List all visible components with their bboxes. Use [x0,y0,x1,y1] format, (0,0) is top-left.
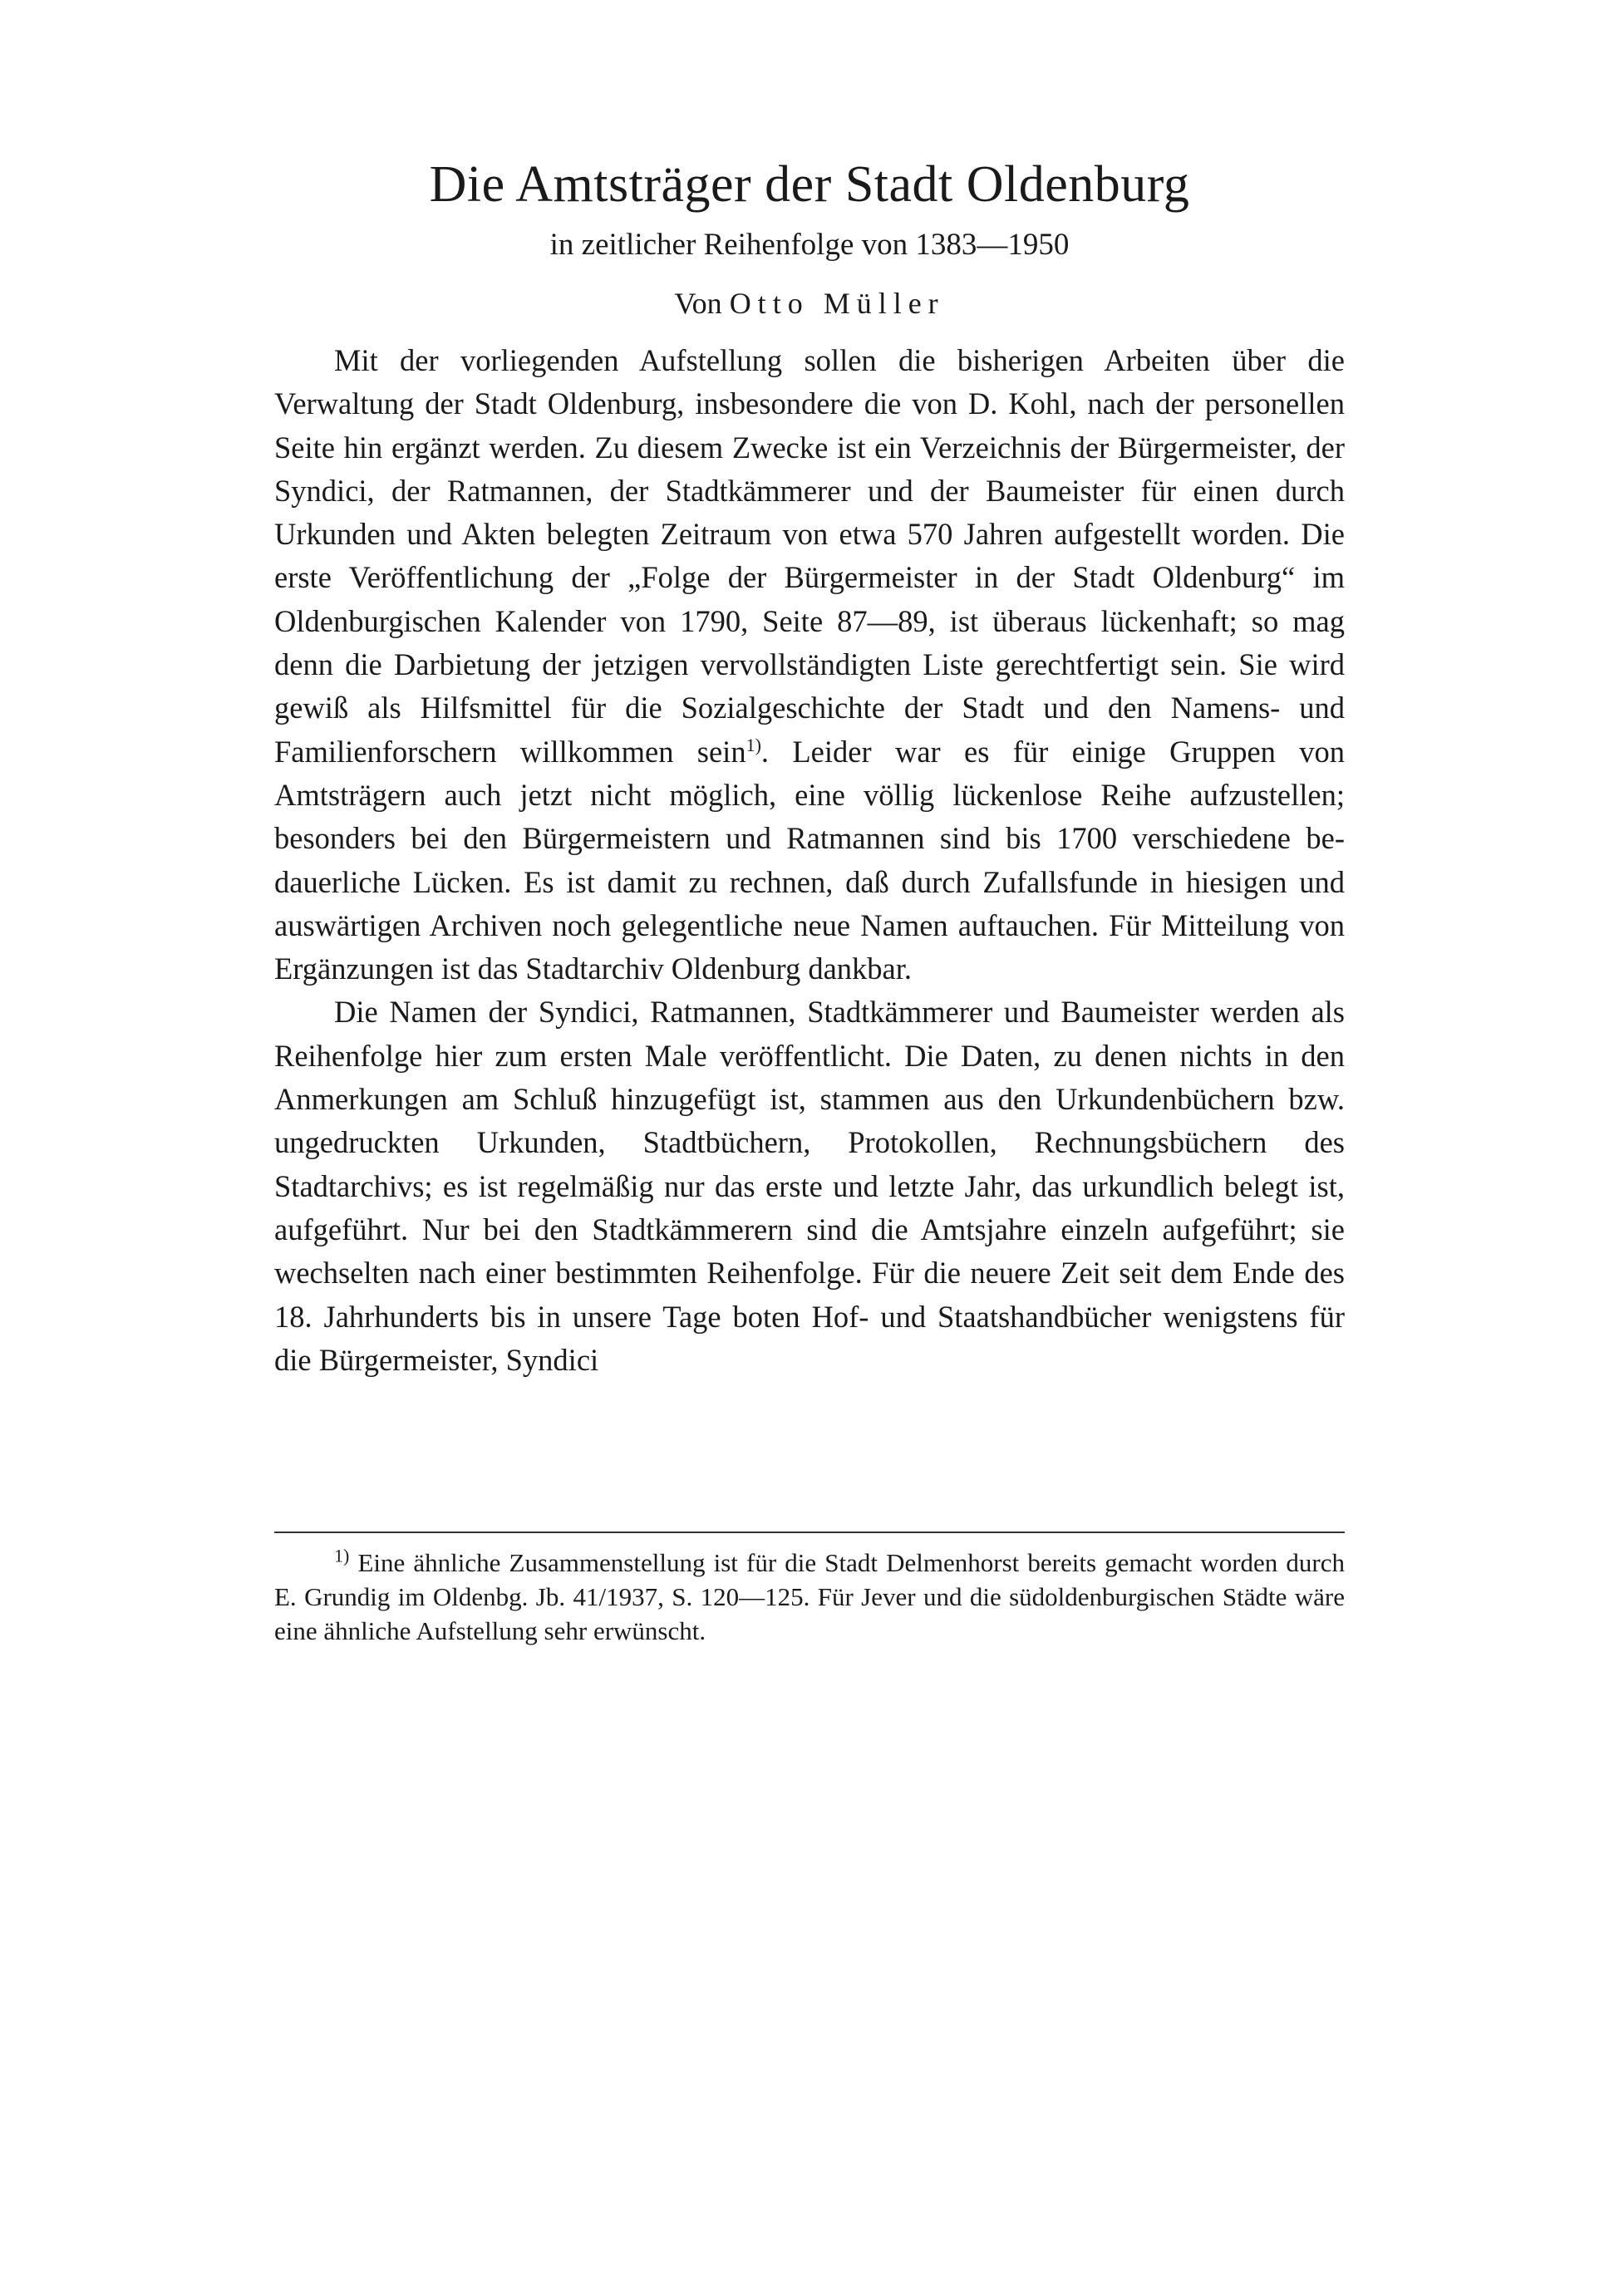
footnote [274,1546,1345,1648]
footnote-reference: 1) [746,734,761,755]
paragraph-1-part-b: . Leider war es für einige Gruppen von Amtsträgern auch jetzt nicht möglich, eine völlig lückenlose Reihe aufzustellen; besonders bei den Bürgermeistern und Ratmannen sind bis 1700 verschiedene bedauerliche Lücken. Es ist damit zu rechnen, daß durch Zufallsfunde in hiesigen und auswärtigen Archiven noch gelegentliche neue Namen auftauchen. Für Mitteilung von Ergänzungen ist das Stadtarchiv Oldenburg dankbar. [274,734,1345,986]
body-text [274,339,1345,1382]
footnote-text: Eine ähnliche Zusammenstellung ist für die Stadt Delmenhorst bereits gemacht worden durch E. Grundig im Oldenbg. Jb. 41/1937, S. 120—125. Für Jever und die südoldenburgischen Städte wäre eine ähnliche Aufstellung sehr erwünscht. [274,1548,1345,1645]
author-name: Otto Müller [729,287,945,320]
footnote-divider [274,1531,1345,1533]
author-prefix: Von [674,287,722,320]
article-title: Die Amtsträger der Stadt Oldenburg [429,156,1190,213]
paragraph-2: Die Namen der Syndici, Ratmannen, Stadtkämmerer und Baumeister werden als Reihenfolge hier zum ersten Male veröffentlicht. Die Daten, zu denen nichts in den Anmerkungen am Schluß hinzugefügt ist, stammen aus den Urkundenbüchern bzw. ungedruckten Urkunden, Stadtbüchern, Protokollen, Rechnungsbüchern des Stadtarchivs; es ist regelmäßig nur das erste und letzte Jahr, das urkundlich belegt ist, aufgeführt. Nur bei den Stadtkämmerern sind die Amtsjahre einzeln aufgeführt; sie wechselten nach einer bestimmten Reihenfolge. Für die neuere Zeit seit dem Ende des 18. Jahrhunderts bis in unsere Tage boten Hof- und Staatshandbücher wenigstens für die Bürgermeister, Syndici [274,995,1345,1377]
paragraph-1-part-a: Mit der vorliegenden Aufstellung sollen die bisherigen Arbeiten über die Verwaltung der Stadt Oldenburg, insbesondere die von D. Kohl, nach der personellen Seite hin ergänzt werden. Zu diesem Zwecke ist ein Verzeichnis der Bürgermeister, der Syndici, der Ratmannen, der Stadtkämmerer und der Baumeister für einen durch Urkunden und Akten belegten Zeitraum von etwa 570 Jahren aufgestellt worden. Die erste Veröffentlichung der „Folge der Bürgermeister in der Stadt Oldenburg“ im Oldenburgischen Kalender von 1790, Seite 87—89, ist überaus lückenhaft; so mag denn die Darbietung der jetzigen vervollständigten Liste gerechtfertigt sein. Sie wird gewiß als Hilfsmittel für die Sozialgeschichte der Stadt und den Namens- und Familienforschern willkommen sein [274,343,1345,769]
footnote-marker: 1) [334,1545,350,1566]
author-line [0,284,1619,322]
article-subtitle: in zeitlicher Reihenfolge von 1383—1950 [549,228,1070,262]
paragraph-1 [274,339,1345,991]
